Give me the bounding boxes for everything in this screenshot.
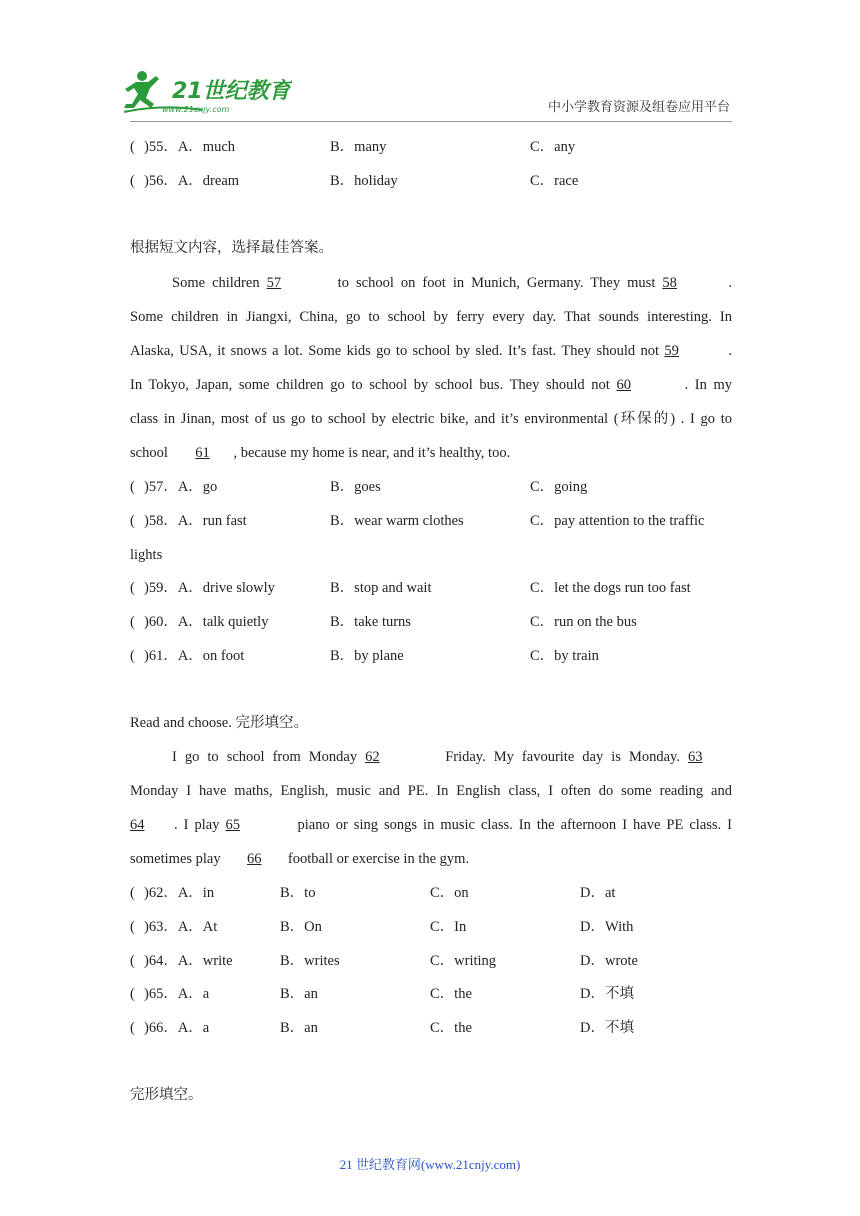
option-d[interactable]: D．不填 <box>580 986 634 1002</box>
option-b[interactable]: B．stop and wait <box>330 580 432 596</box>
paren: ( <box>130 173 135 189</box>
paren: ( <box>130 986 135 1002</box>
logo-text: 21世纪教育 <box>172 79 291 104</box>
blank-57[interactable]: 57 <box>266 275 282 291</box>
option-c[interactable]: C．run on the bus <box>530 614 637 630</box>
blank-60[interactable]: 60 <box>616 377 631 393</box>
option-a[interactable]: )63．A．At <box>144 919 218 935</box>
option-d[interactable]: D．With <box>580 919 634 935</box>
blank-66[interactable]: 66 <box>247 851 262 867</box>
option-b[interactable]: B．holiday <box>330 173 398 189</box>
option-c[interactable]: C．race <box>530 173 579 189</box>
option-c[interactable]: C．In <box>430 919 467 935</box>
option-c[interactable]: C．going <box>530 479 588 495</box>
passage-2-line-3: 64 . I play 65 piano or sing songs in music class. In the afternoon I have PE class. I <box>130 817 733 833</box>
blank-63[interactable]: 63 <box>688 749 703 765</box>
option-a[interactable]: )62．A．in <box>144 885 215 901</box>
header-divider <box>130 121 732 122</box>
option-c-wrap: lights <box>130 547 163 563</box>
blank-64[interactable]: 64 <box>130 817 145 833</box>
passage-1-line-6: school 61 , because my home is near, and it’s healthy, too. <box>130 445 511 461</box>
paren: ( <box>130 953 135 969</box>
blank-58[interactable]: 58 <box>662 275 677 291</box>
option-a[interactable]: )58．A．run fast <box>144 513 247 529</box>
option-c[interactable]: C．the <box>430 1020 472 1036</box>
option-a[interactable]: )61．A．on foot <box>144 648 245 664</box>
option-c[interactable]: C．on <box>430 885 469 901</box>
option-b[interactable]: B．an <box>280 1020 318 1036</box>
option-c[interactable]: C．writing <box>430 953 497 969</box>
paren: ( <box>130 139 135 155</box>
option-b[interactable]: B．wear warm clothes <box>330 513 464 529</box>
passage-1-line-2: Some children in Jiangxi, China, go to school by ferry every day. That sounds interesting. In <box>130 309 732 325</box>
platform-title: 中小学教育资源及组卷应用平台 <box>547 100 730 115</box>
passage-2-line-2: Monday I have maths, English, music and PE. In English class, I often do some reading and <box>130 783 732 799</box>
option-a[interactable]: )60．A．talk quietly <box>144 614 269 630</box>
option-b[interactable]: B．On <box>280 919 322 935</box>
option-b[interactable]: B．goes <box>330 479 381 495</box>
option-a[interactable]: )65．A．a <box>144 986 210 1002</box>
option-a[interactable]: )56．A．dream <box>144 173 240 189</box>
page-header <box>0 0 860 125</box>
option-b[interactable]: B．to <box>280 885 316 901</box>
option-c[interactable]: C．any <box>530 139 576 155</box>
blank-61[interactable]: 61 <box>195 445 210 461</box>
passage-2-line-4: sometimes play 66 football or exercise in the gym. <box>130 851 470 867</box>
option-d[interactable]: D．at <box>580 885 616 901</box>
option-b[interactable]: B．writes <box>280 953 340 969</box>
paren: ( <box>130 614 135 630</box>
option-c[interactable]: C．by train <box>530 648 599 664</box>
option-d[interactable]: D．不填 <box>580 1020 634 1036</box>
option-c[interactable]: C．pay attention to the traffic <box>530 513 705 529</box>
paren: ( <box>130 513 135 529</box>
paren: ( <box>130 479 135 495</box>
page-footer[interactable]: 21 世纪教育网(www.21cnjy.com) <box>339 1157 521 1172</box>
paren: ( <box>130 885 135 901</box>
option-b[interactable]: B．an <box>280 986 318 1002</box>
option-c[interactable]: C．let the dogs run too fast <box>530 580 691 596</box>
passage-1-line-3: Alaska, USA, it snows a lot. Some kids go to school by sled. It’s fast. They should not 59 . <box>130 343 733 359</box>
option-a[interactable]: )55．A．much <box>144 139 236 155</box>
option-a[interactable]: )66．A．a <box>144 1020 210 1036</box>
blank-59[interactable]: 59 <box>664 343 679 359</box>
logo-url: www.21cnjy.com <box>162 105 230 114</box>
passage-1-line-5: class in Jinan, most of us go to school by electric bike, and it’s environmental (环保的) . I go to <box>130 411 732 427</box>
option-b[interactable]: B．many <box>330 139 387 155</box>
option-a[interactable]: )57．A．go <box>144 479 218 495</box>
site-logo <box>122 68 292 116</box>
passage-1-line-1: Some children 57 to school on foot in Munich, Germany. They must 58 . <box>172 275 733 291</box>
option-b[interactable]: B．by plane <box>330 648 404 664</box>
passage-2-line-1: I go to school from Monday 62 Friday. My favourite day is Monday. 63 <box>130 747 732 767</box>
passage-1-line-4: In Tokyo, Japan, some children go to school by school bus. They should not 60 . In my <box>130 377 732 393</box>
option-b[interactable]: B．take turns <box>330 614 411 630</box>
option-a[interactable]: )64．A．write <box>144 953 233 969</box>
paren: ( <box>130 1020 135 1036</box>
option-d[interactable]: D．wrote <box>580 953 638 969</box>
section-3-heading: 完形填空。 <box>130 1087 203 1103</box>
blank-62[interactable]: 62 <box>365 749 380 765</box>
blank-65[interactable]: 65 <box>225 817 240 833</box>
option-c[interactable]: C．the <box>430 986 472 1002</box>
section-2-heading: Read and choose. 完形填空。 <box>130 715 308 731</box>
runner-icon <box>124 71 159 108</box>
paren: ( <box>130 580 135 596</box>
paren: ( <box>130 919 135 935</box>
paren: ( <box>130 648 135 664</box>
option-a[interactable]: )59．A．drive slowly <box>144 580 275 596</box>
section-1-heading: 根据短文内容，选择最佳答案。 <box>130 240 333 256</box>
